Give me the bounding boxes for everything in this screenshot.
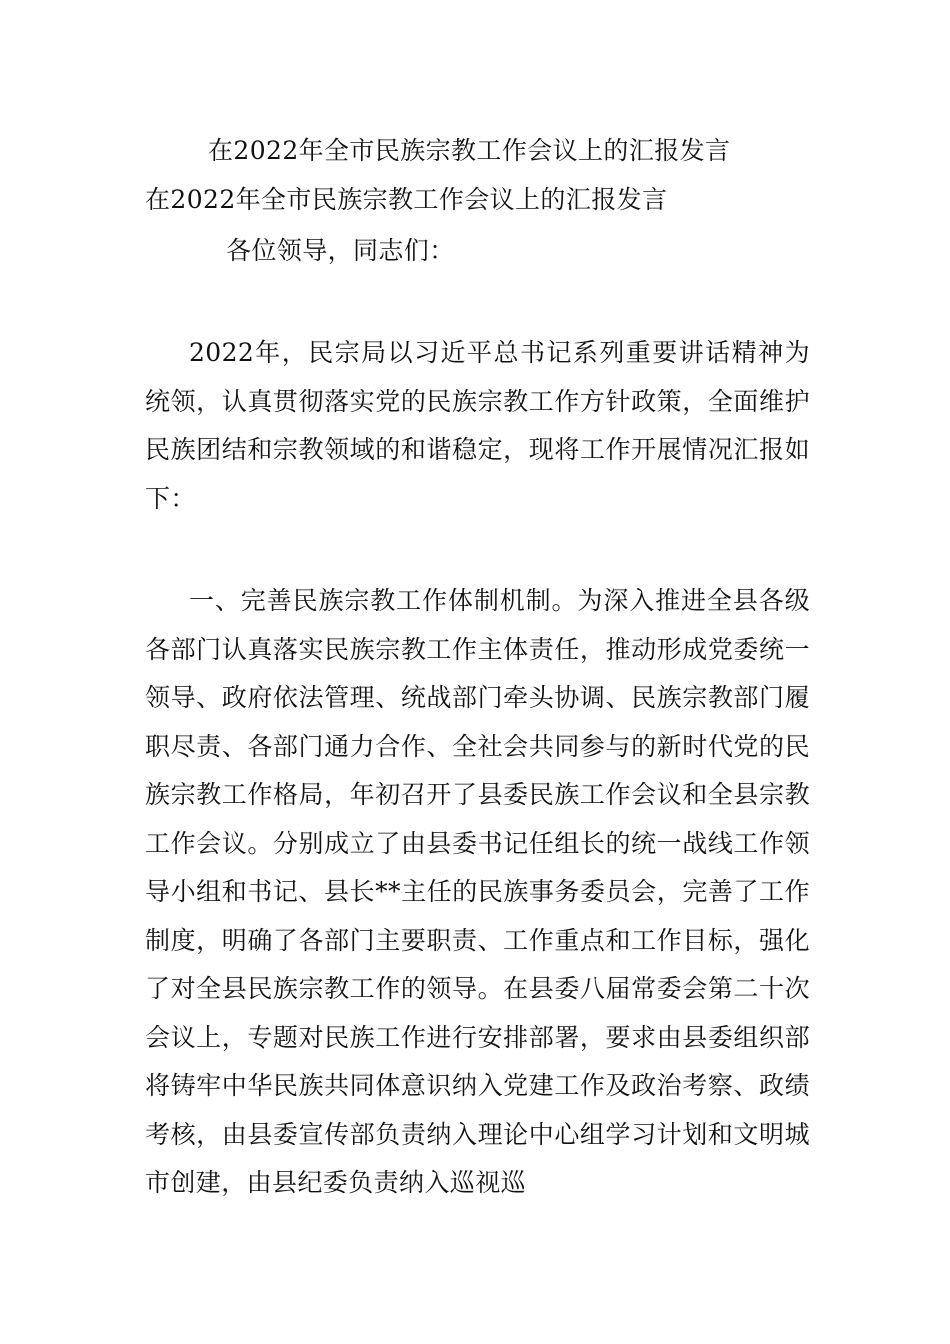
greeting: 各位领导，同志们： — [226, 236, 455, 265]
paragraph-intro: 2022年，民宗局以习近平总书记系列重要讲话精神为统领，认真贯彻落实党的民族宗教工作方针政策，全面维护民族团结和宗教领域的和谐稳定，现将工作开展情况汇报如下： — [145, 338, 810, 513]
document-subtitle: 在2022年全市民族宗教工作会议上的汇报发言 — [145, 185, 668, 214]
document-title: 在2022年全市民族宗教工作会议上的汇报发言 — [208, 136, 731, 165]
paragraph-section-one: 一、完善民族宗教工作体制机制。为深入推进全县各级各部门认真落实民族宗教工作主体责任，推动形成党委统一领导、政府依法管理、统战部门牵头协调、民族宗教部门履职尽责、各部门通力合作、全社会共同参与的新时代党的民族宗教工作格局，年初召开了县委民族工作会议和全县宗教工作会议。分别成立了由县委书记任组长的统一战线工作领导小组和书记、县长**主任的民族事务委员会，完善了工作制度，明确了各部门主要职责、工作重点和工作目标，强化了对全县民族宗教工作的领导。在县委八届常委会第二十次会议上，专题对民族工作进行安排部署，要求由县委组织部将铸牢中华民族共同体意识纳入党建工作及政治考察、政绩考核，由县委宣传部负责纳入理论中心组学习计划和文明城市创建，由县纪委负责纳入巡视巡 — [145, 586, 810, 1197]
